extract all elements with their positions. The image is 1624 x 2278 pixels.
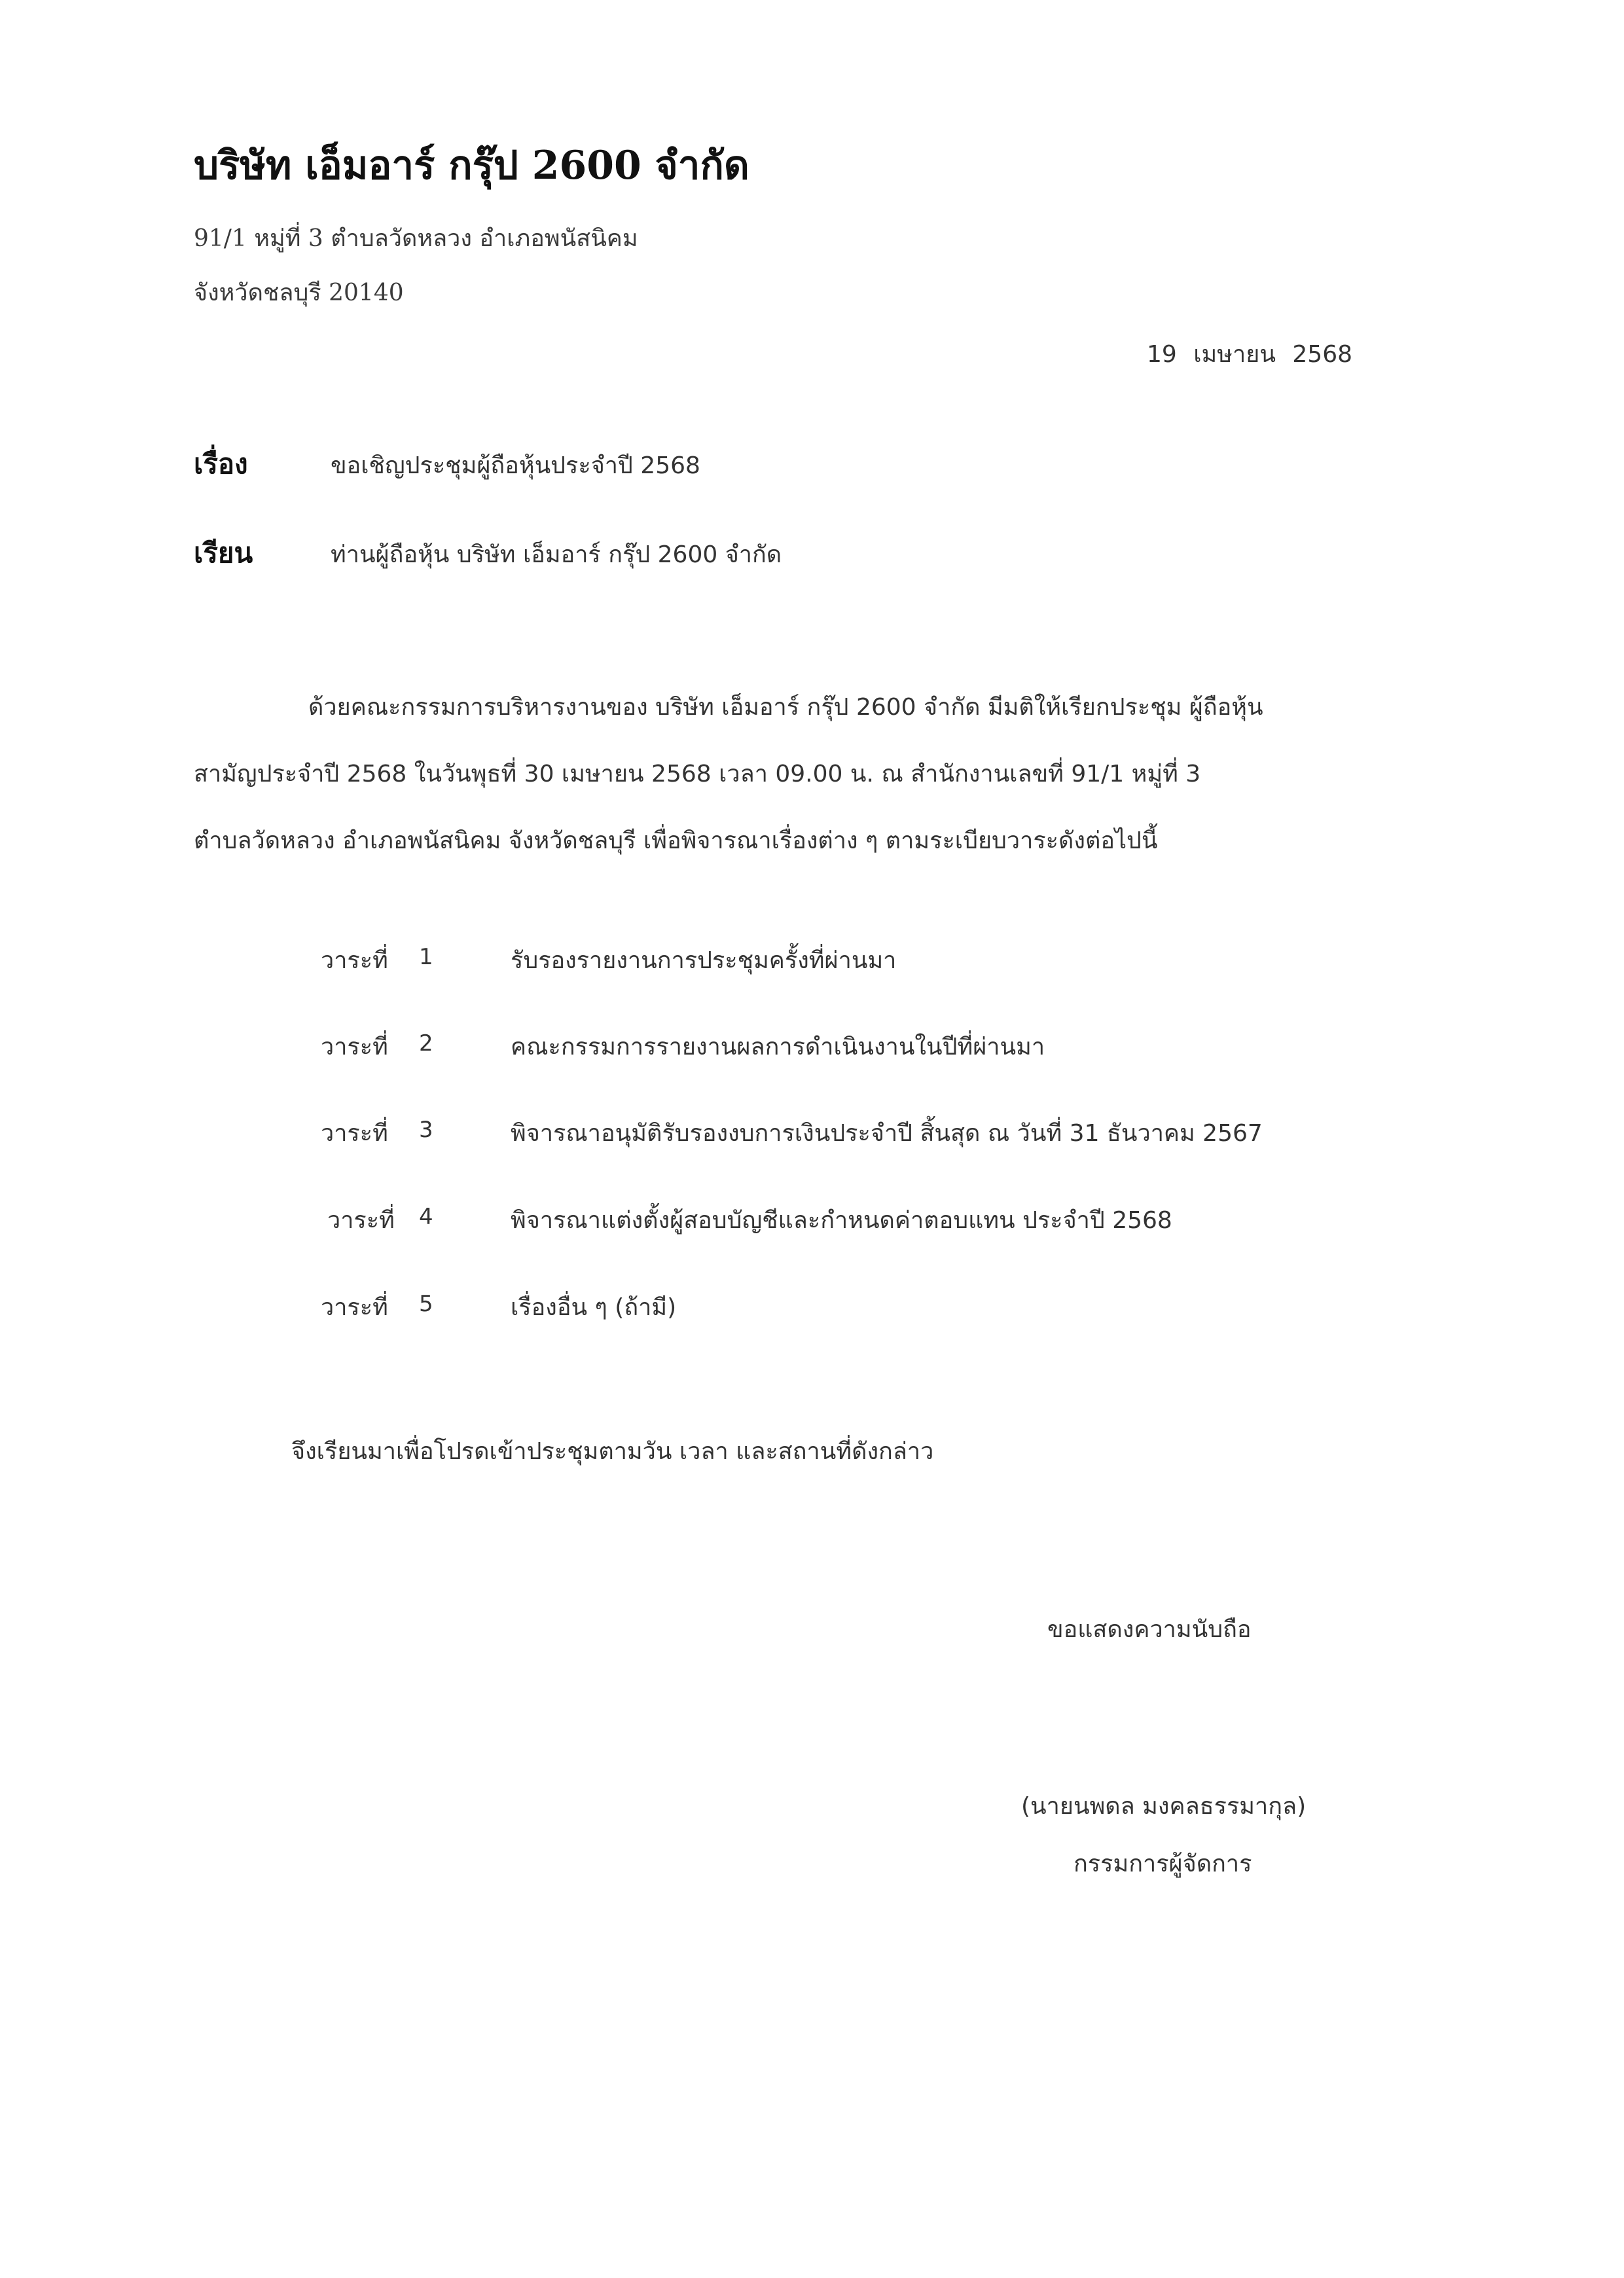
agenda-number: 1	[419, 944, 433, 970]
body-line-2: สามัญประจำปี 2568 ในวันพุธที่ 30 เมษายน 2568 เวลา 09.00 น. ณ สำนักงานเลขที่ 91/1 หมู่ที่ 3	[194, 761, 1201, 787]
body-line-1: ด้วยคณะกรรมการบริหารงานของ บริษัท เอ็มอาร์ กรุ๊ป 2600 จำกัด มีมติให้เรียกประชุม ผู้ถือหุ้น	[308, 694, 1263, 721]
agenda-number: 5	[419, 1291, 433, 1317]
agenda-text: พิจารณาแต่งตั้งผู้สอบบัญชีและกำหนดค่าตอบแทน ประจำปี 2568	[511, 1207, 1172, 1234]
agenda-text: เรื่องอื่น ๆ (ถ้ามี)	[511, 1294, 677, 1321]
agenda-label: วาระที่	[321, 1120, 388, 1147]
body-line-3: ตำบลวัดหลวง อำเภอพนัสนิคม จังหวัดชลบุรี เพื่อพิจารณาเรื่องต่าง ๆ ตามระเบียบวาระดังต่อไปนี้	[194, 827, 1158, 854]
company-address-line1: 91/1 หมู่ที่ 3 ตำบลวัดหลวง อำเภอพนัสนิคม	[194, 225, 638, 252]
recipient-text: ท่านผู้ถือหุ้น บริษัท เอ็มอาร์ กรุ๊ป 2600 จำกัด	[331, 541, 782, 568]
agenda-number: 4	[419, 1204, 433, 1230]
body-paragraph	[194, 674, 1447, 875]
subject-label: เรื่อง	[194, 448, 248, 480]
agenda-text: คณะกรรมการรายงานผลการดำเนินงานในปีที่ผ่านมา	[511, 1034, 1045, 1060]
agenda-number: 3	[419, 1117, 433, 1143]
recipient-label: เรียน	[194, 537, 253, 569]
agenda-number: 2	[419, 1030, 433, 1057]
letter-date: 19 เมษายน 2568	[1147, 341, 1352, 368]
signer-name: (นายนพดล มงคลธรรมากุล)	[1021, 1793, 1307, 1820]
signer-title: กรรมการผู้จัดการ	[1074, 1851, 1252, 1877]
agenda-label: วาระที่	[327, 1207, 395, 1234]
agenda-text: พิจารณาอนุมัติรับรองงบการเงินประจำปี สิ้นสุด ณ วันที่ 31 ธันวาคม 2567	[511, 1120, 1263, 1147]
agenda-text: รับรองรายงานการประชุมครั้งที่ผ่านมา	[511, 947, 897, 974]
agenda-label: วาระที่	[321, 947, 388, 974]
subject-text: ขอเชิญประชุมผู้ถือหุ้นประจำปี 2568	[331, 452, 700, 479]
closing-sentence: จึงเรียนมาเพื่อโปรดเข้าประชุมตามวัน เวลา และสถานที่ดังกล่าว	[291, 1438, 934, 1465]
signature-regards: ขอแสดงความนับถือ	[1047, 1616, 1252, 1643]
agenda-label: วาระที่	[321, 1294, 388, 1321]
agenda-label: วาระที่	[321, 1034, 388, 1060]
company-name: บริษัท เอ็มอาร์ กรุ๊ป 2600 จำกัด	[194, 143, 749, 189]
company-address-line2: จังหวัดชลบุรี 20140	[194, 280, 404, 306]
